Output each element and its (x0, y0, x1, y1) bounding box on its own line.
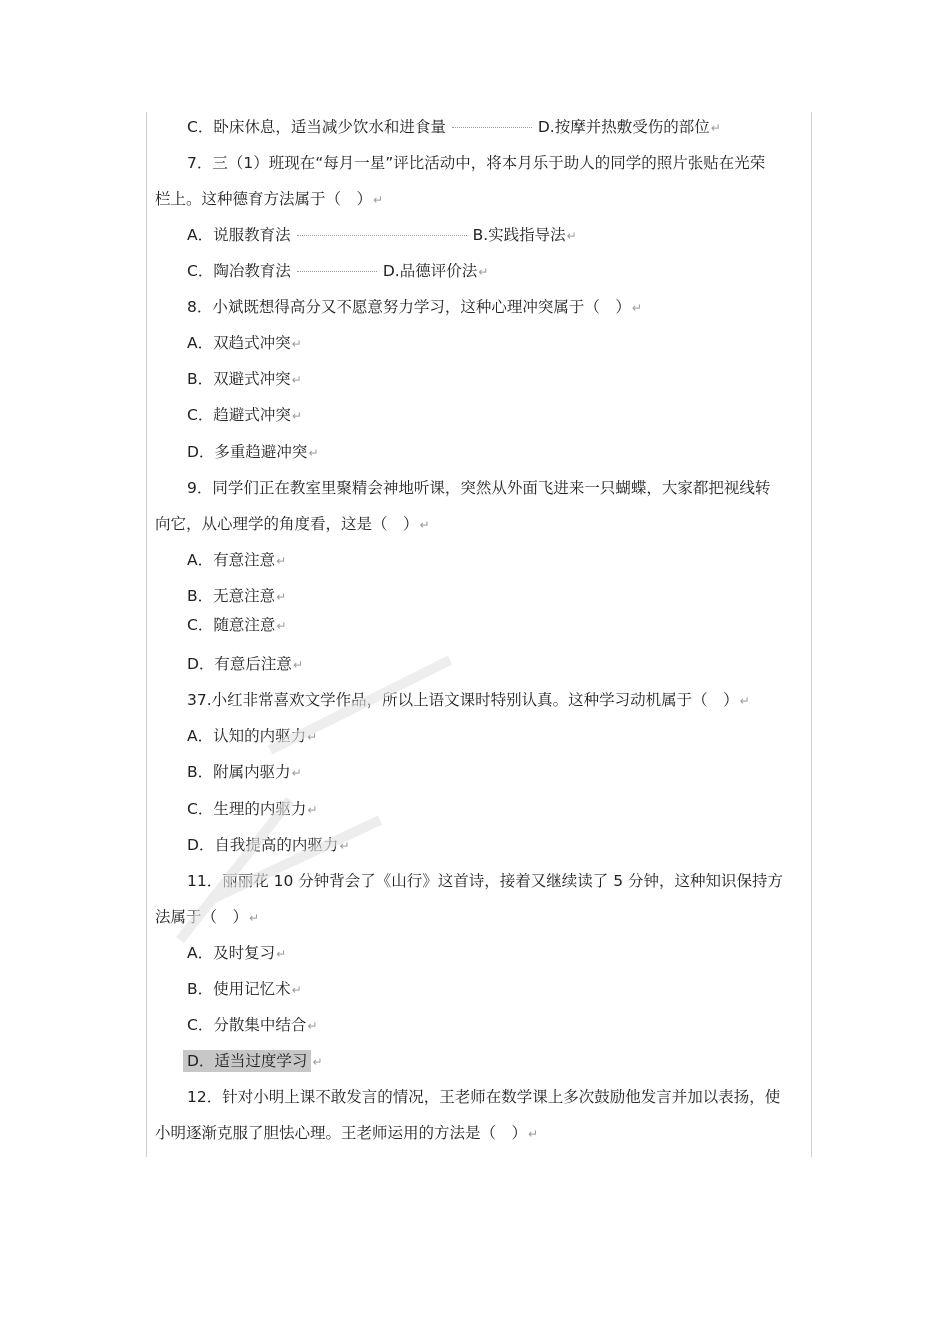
option-b: B．双避式冲突↵ (187, 370, 302, 388)
return-mark-icon: ↵ (291, 409, 302, 423)
option-d: D．自我提高的内驱力↵ (187, 836, 350, 854)
return-mark-icon: ↵ (276, 947, 287, 961)
question-7-continued: 栏上。这种德育方法属于（ ）↵ (155, 190, 384, 208)
option-a: A．及时复习↵ (187, 944, 287, 962)
question-11: 11．丽丽花 10 分钟背会了《山行》这首诗，接着又继续读了 5 分钟，这种知识保持方 (187, 872, 784, 890)
option-d: D．多重趋避冲突↵ (187, 443, 319, 461)
option-line: C．陶冶教育法 D.品德评价法↵ (187, 262, 489, 280)
option-b: B．使用记忆术↵ (187, 980, 302, 998)
return-mark-icon: ↵ (339, 839, 350, 853)
option-a: A．双趋式冲突↵ (187, 334, 302, 352)
question-37: 37.小红非常喜欢文学作品，所以上语文课时特别认真。这种学习动机属于（ ）↵ (187, 691, 750, 709)
return-mark-icon: ↵ (291, 337, 302, 351)
return-mark-icon: ↵ (307, 730, 318, 744)
question-12-continued: 小明逐渐克服了胆怯心理。王老师运用的方法是（ ）↵ (155, 1124, 539, 1142)
return-mark-icon: ↵ (276, 554, 287, 568)
return-mark-icon: ↵ (528, 1127, 539, 1141)
document-page (146, 112, 812, 1157)
return-mark-icon: ↵ (566, 229, 577, 243)
return-mark-icon: ↵ (292, 658, 303, 672)
return-mark-icon: ↵ (249, 911, 260, 925)
return-mark-icon: ↵ (478, 265, 489, 279)
return-mark-icon: ↵ (276, 619, 287, 633)
question-12: 12．针对小明上课不敢发言的情况，王老师在数学课上多次鼓励他发言并加以表扬，使 (187, 1088, 781, 1106)
highlighted-answer: D．适当过度学习 (183, 1050, 311, 1072)
return-mark-icon: ↵ (307, 1019, 318, 1033)
return-mark-icon: ↵ (291, 983, 302, 997)
question-8: 8．小斌既想得高分又不愿意努力学习，这种心理冲突属于（ ）↵ (187, 298, 642, 316)
return-mark-icon: ↵ (373, 193, 384, 207)
return-mark-icon: ↵ (276, 590, 287, 604)
option-c: C．分散集中结合↵ (187, 1016, 318, 1034)
option-line: A．说服教育法 B.实践指导法↵ (187, 226, 577, 244)
option-a: A．有意注意↵ (187, 551, 287, 569)
return-mark-icon: ↵ (739, 694, 750, 708)
option-c: C．生理的内驱力↵ (187, 800, 318, 818)
return-mark-icon: ↵ (631, 301, 642, 315)
option-line: C．卧床休息，适当减少饮水和进食量 D.按摩并热敷受伤的部位↵ (187, 118, 721, 136)
return-mark-icon: ↵ (308, 446, 319, 460)
question-9: 9．同学们正在教室里聚精会神地听课，突然从外面飞进来一只蝴蝶，大家都把视线转 (187, 479, 771, 497)
return-mark-icon: ↵ (312, 1055, 323, 1069)
return-mark-icon: ↵ (307, 803, 318, 817)
question-7: 7．三（1）班现在“每月一星”评比活动中，将本月乐于助人的同学的照片张贴在光荣 (187, 154, 766, 172)
return-mark-icon: ↵ (291, 373, 302, 387)
option-b: B．无意注意↵ (187, 587, 287, 605)
option-a: A．认知的内驱力↵ (187, 727, 318, 745)
option-d-highlighted (147, 1046, 811, 1076)
option-d: D．有意后注意↵ (187, 655, 303, 673)
question-9-continued: 向它，从心理学的角度看，这是（ ）↵ (155, 515, 430, 533)
return-mark-icon: ↵ (291, 766, 302, 780)
return-mark-icon: ↵ (710, 121, 721, 135)
option-b: B．附属内驱力↵ (187, 763, 302, 781)
option-c: C．趋避式冲突↵ (187, 406, 302, 424)
option-c: C．随意注意↵ (187, 616, 287, 634)
question-11-continued: 法属于（ ）↵ (155, 908, 260, 926)
return-mark-icon: ↵ (419, 518, 430, 532)
